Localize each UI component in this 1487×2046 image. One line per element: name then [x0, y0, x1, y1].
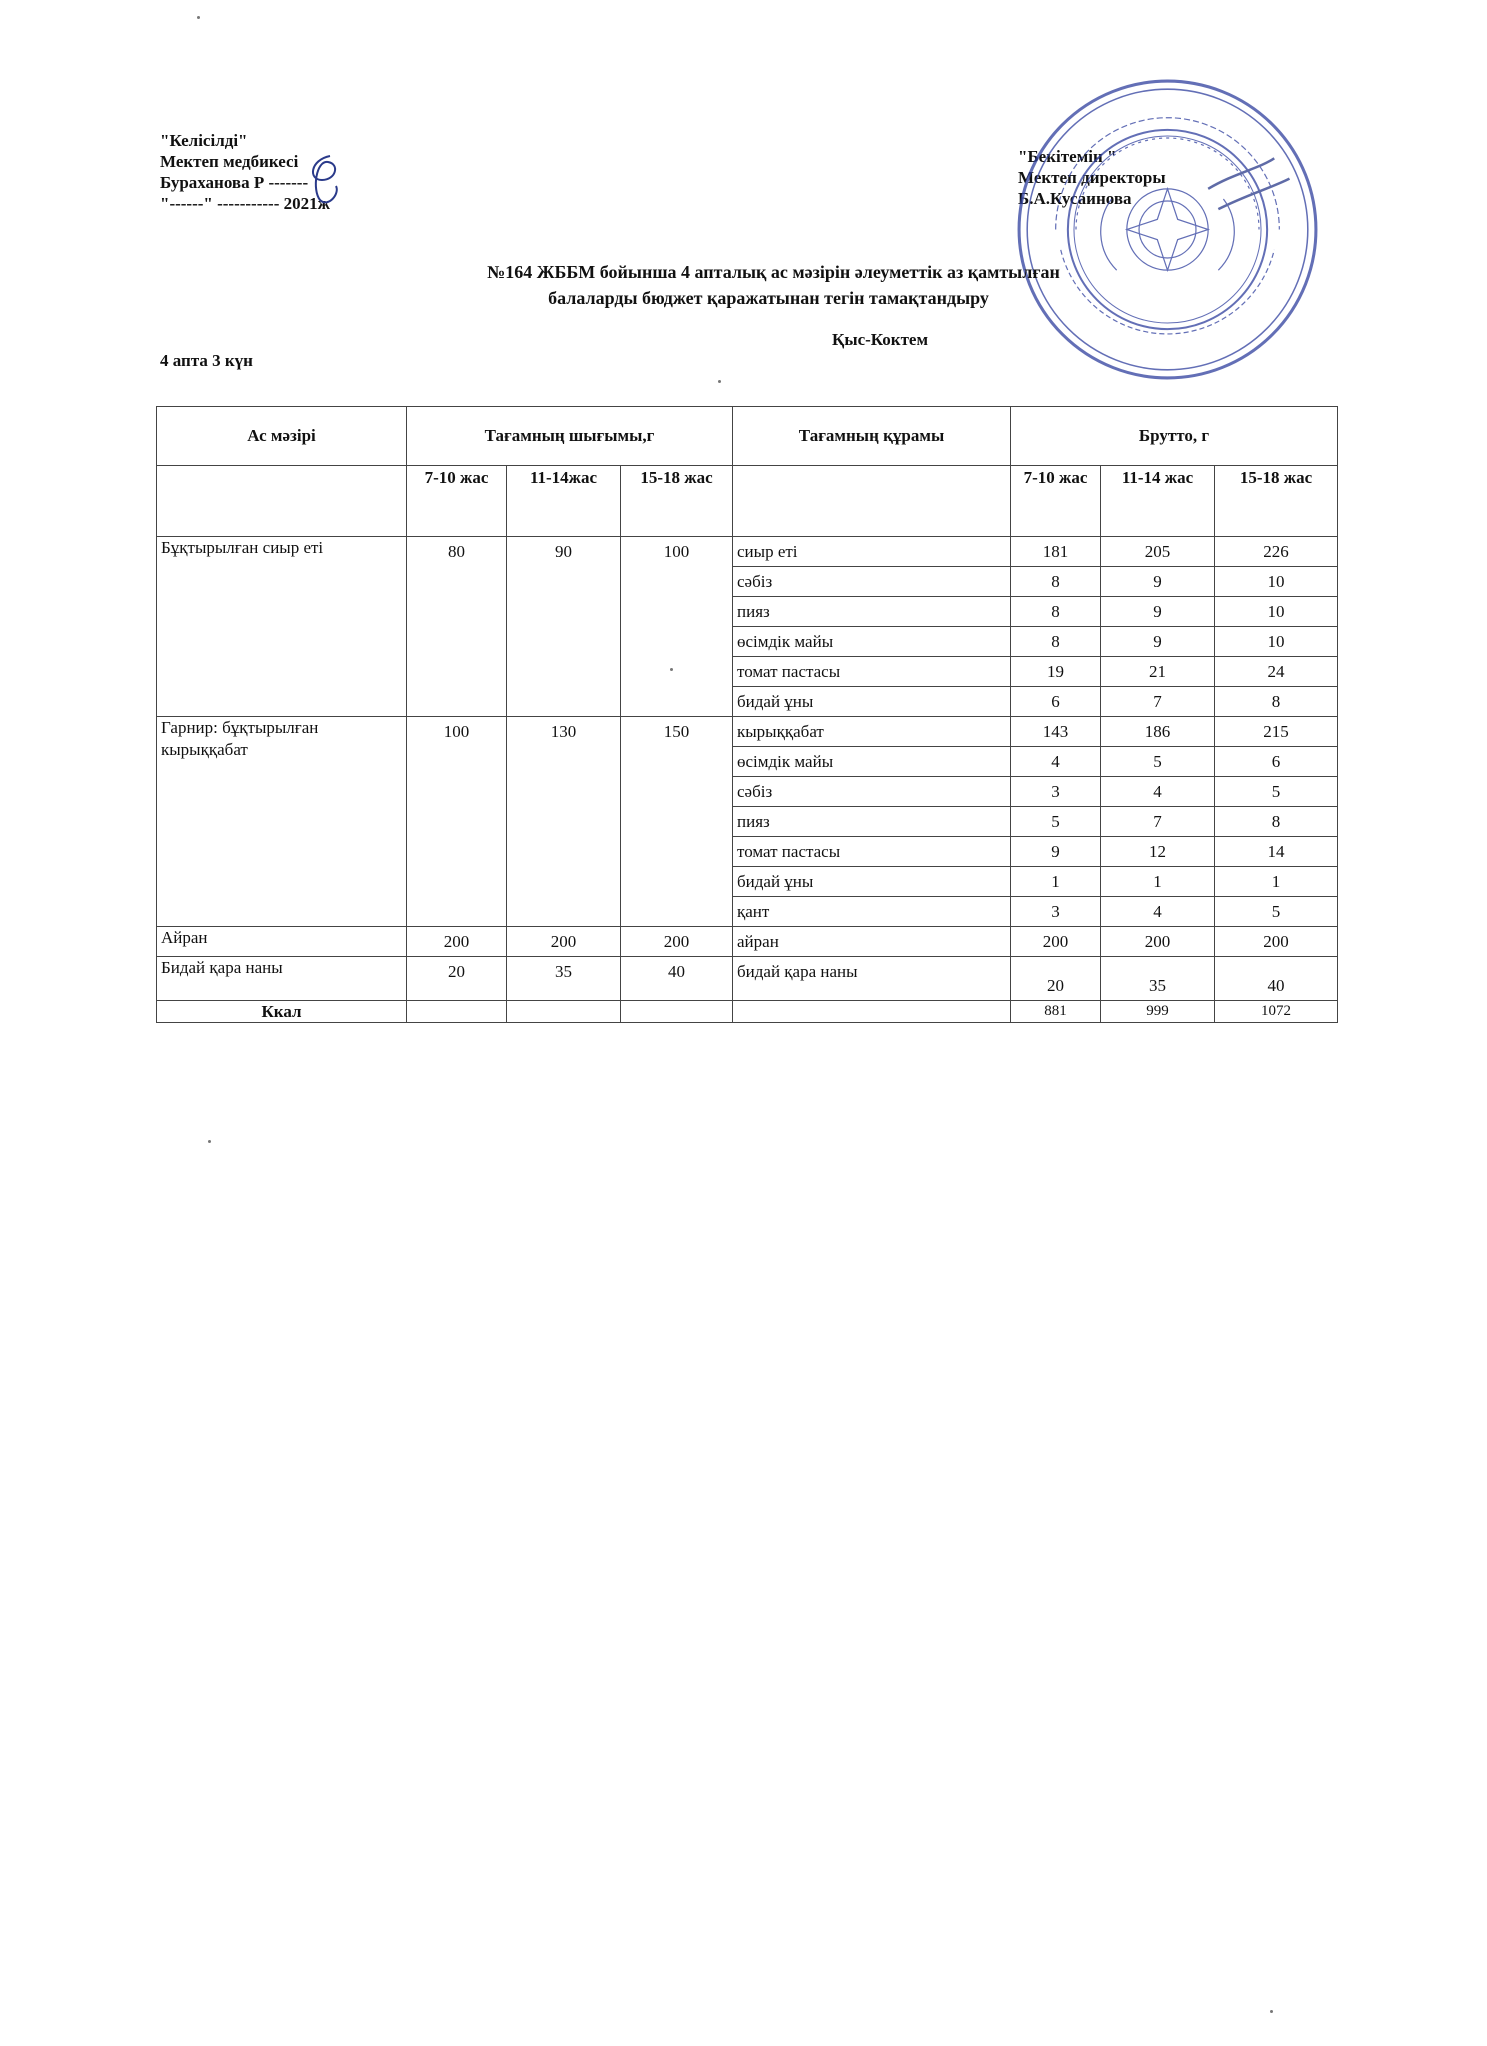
scan-speck — [718, 380, 721, 383]
brutto-value: 1 — [1011, 867, 1101, 897]
brutto-value: 5 — [1011, 807, 1101, 837]
season-label: Қыс-Коктем — [832, 330, 929, 349]
nurse-title: Мектеп медбикесі — [160, 152, 299, 171]
ingredient-name: өсімдік майы — [733, 747, 1011, 777]
header-composition: Тағамның құрамы — [733, 407, 1011, 466]
brutto-value: 200 — [1215, 927, 1338, 957]
ingredient-name: сәбіз — [733, 567, 1011, 597]
scan-speck — [1270, 2010, 1273, 2013]
brutto-value: 3 — [1011, 897, 1101, 927]
table-row — [157, 927, 1338, 957]
document-title-line-1: №164 ЖББМ бойынша 4 апталық ас мәзірін әлеуметтік аз қамтылған — [487, 262, 1060, 282]
week-day-label: 4 апта 3 күн — [160, 351, 253, 370]
brutto-value: 7 — [1101, 807, 1215, 837]
table-row — [157, 957, 1338, 1001]
scan-speck — [670, 668, 673, 671]
director-title: Мектеп директоры — [1018, 168, 1166, 187]
brutto-value: 5 — [1101, 747, 1215, 777]
brutto-value: 1 — [1101, 867, 1215, 897]
brutto-value: 4 — [1101, 777, 1215, 807]
brutto-value: 12 — [1101, 837, 1215, 867]
brutto-value: 186 — [1101, 717, 1215, 747]
header-menu: Ас мәзірі — [157, 407, 407, 466]
age-7-10: 7-10 жас — [407, 466, 507, 537]
dish-output: 130 — [507, 717, 621, 927]
header-brutto: Брутто, г — [1011, 407, 1338, 466]
ingredient-name: бидай қара наны — [733, 957, 1011, 1001]
brutto-value: 4 — [1011, 747, 1101, 777]
total-row — [157, 1001, 1338, 1023]
kcal-value: 1072 — [1215, 1001, 1338, 1023]
table-row — [157, 717, 1338, 747]
brutto-value: 8 — [1011, 627, 1101, 657]
agreed-label: "Келісілді" — [160, 131, 248, 150]
header-output: Тағамның шығымы,г — [407, 407, 733, 466]
brutto-value: 6 — [1011, 687, 1101, 717]
brutto-value: 181 — [1011, 537, 1101, 567]
brutto-value: 6 — [1215, 747, 1338, 777]
brutto-value: 1 — [1215, 867, 1338, 897]
dish-name: Бидай қара наны — [157, 957, 407, 1001]
brutto-value: 143 — [1011, 717, 1101, 747]
ingredient-name: томат пастасы — [733, 837, 1011, 867]
age-15-18: 15-18 жас — [621, 466, 733, 537]
official-seal-stamp — [1015, 77, 1320, 382]
brutto-value: 9 — [1011, 837, 1101, 867]
brutto-value: 20 — [1011, 957, 1101, 1001]
empty-cell — [507, 1001, 621, 1023]
brutto-age-7-10: 7-10 жас — [1011, 466, 1101, 537]
ingredient-name: томат пастасы — [733, 657, 1011, 687]
brutto-value: 24 — [1215, 657, 1338, 687]
brutto-value: 9 — [1101, 627, 1215, 657]
kcal-label: Ккал — [157, 1001, 407, 1023]
age-11-14: 11-14жас — [507, 466, 621, 537]
nurse-signature — [300, 150, 350, 210]
director-name: Б.А.Кусаинова — [1018, 189, 1132, 208]
brutto-value: 35 — [1101, 957, 1215, 1001]
dish-output: 40 — [621, 957, 733, 1001]
kcal-value: 881 — [1011, 1001, 1101, 1023]
dish-output: 20 — [407, 957, 507, 1001]
kcal-value: 999 — [1101, 1001, 1215, 1023]
scan-speck — [208, 1140, 211, 1143]
dish-output: 200 — [407, 927, 507, 957]
brutto-value: 215 — [1215, 717, 1338, 747]
brutto-value: 205 — [1101, 537, 1215, 567]
ingredient-name: кырыққабат — [733, 717, 1011, 747]
dish-output: 200 — [621, 927, 733, 957]
brutto-value: 10 — [1215, 597, 1338, 627]
dish-name: Гарнир: бұқтырылған кырыққабат — [157, 717, 407, 927]
brutto-value: 8 — [1011, 597, 1101, 627]
brutto-value: 3 — [1011, 777, 1101, 807]
empty-header-cell — [733, 466, 1011, 537]
dish-output: 100 — [621, 537, 733, 717]
brutto-value: 40 — [1215, 957, 1338, 1001]
ingredient-name: сиыр еті — [733, 537, 1011, 567]
dish-output: 80 — [407, 537, 507, 717]
brutto-value: 19 — [1011, 657, 1101, 687]
brutto-value: 10 — [1215, 567, 1338, 597]
dish-output: 35 — [507, 957, 621, 1001]
brutto-value: 8 — [1215, 687, 1338, 717]
dish-name: Бұқтырылған сиыр еті — [157, 537, 407, 717]
empty-cell — [407, 1001, 507, 1023]
brutto-value: 5 — [1215, 897, 1338, 927]
brutto-value: 14 — [1215, 837, 1338, 867]
brutto-value: 7 — [1101, 687, 1215, 717]
brutto-value: 226 — [1215, 537, 1338, 567]
empty-header-cell — [157, 466, 407, 537]
brutto-value: 21 — [1101, 657, 1215, 687]
ingredient-name: қант — [733, 897, 1011, 927]
table-row — [157, 537, 1338, 567]
brutto-value: 9 — [1101, 567, 1215, 597]
ingredient-name: бидай ұны — [733, 687, 1011, 717]
brutto-value: 4 — [1101, 897, 1215, 927]
dish-output: 200 — [507, 927, 621, 957]
dish-output: 150 — [621, 717, 733, 927]
brutto-value: 9 — [1101, 597, 1215, 627]
ingredient-name: өсімдік майы — [733, 627, 1011, 657]
brutto-value: 200 — [1101, 927, 1215, 957]
age-group-row — [157, 466, 1338, 537]
approve-label: "Бекітемін " — [1018, 147, 1117, 166]
table-header-row — [157, 407, 1338, 466]
nurse-name: Бураханова Р ------- — [160, 173, 309, 192]
brutto-value: 8 — [1215, 807, 1338, 837]
brutto-value: 10 — [1215, 627, 1338, 657]
empty-cell — [733, 1001, 1011, 1023]
empty-cell — [621, 1001, 733, 1023]
ingredient-name: пияз — [733, 807, 1011, 837]
brutto-value: 5 — [1215, 777, 1338, 807]
date-line: "------" ----------- 2021ж — [160, 194, 330, 213]
ingredient-name: пияз — [733, 597, 1011, 627]
brutto-value: 200 — [1011, 927, 1101, 957]
document-title-line-2: балаларды бюджет қаражатынан тегін тамақтандыру — [548, 288, 989, 308]
scan-speck — [197, 16, 200, 19]
menu-table — [156, 406, 1338, 1023]
brutto-value: 8 — [1011, 567, 1101, 597]
dish-output: 90 — [507, 537, 621, 717]
brutto-age-15-18: 15-18 жас — [1215, 466, 1338, 537]
ingredient-name: айран — [733, 927, 1011, 957]
ingredient-name: сәбіз — [733, 777, 1011, 807]
dish-output: 100 — [407, 717, 507, 927]
brutto-age-11-14: 11-14 жас — [1101, 466, 1215, 537]
ingredient-name: бидай ұны — [733, 867, 1011, 897]
dish-name: Айран — [157, 927, 407, 957]
